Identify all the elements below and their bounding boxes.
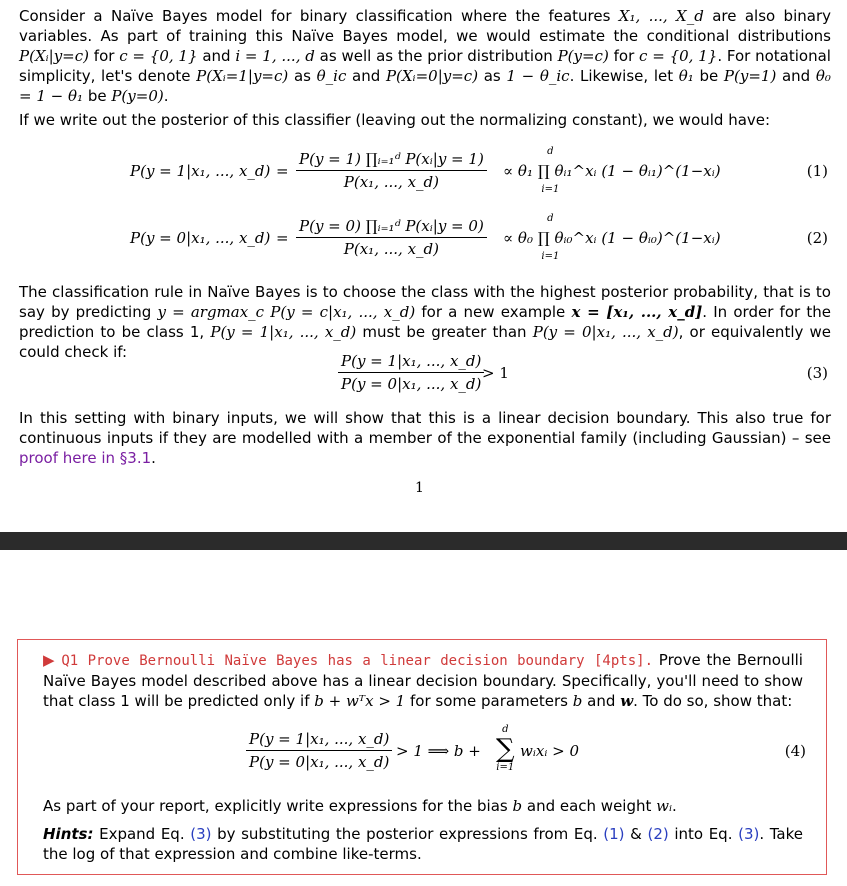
triangle-bullet-icon: ▶ xyxy=(43,651,56,669)
eq1-number: (1) xyxy=(806,162,828,180)
proof-link[interactable]: proof here in §3.1 xyxy=(19,449,152,467)
eq3-denominator: P(y = 0|x₁, ..., x_d) xyxy=(341,375,482,393)
eq1-denominator: P(x₁, ..., x_d) xyxy=(343,173,439,191)
eq2-number: (2) xyxy=(806,229,828,247)
eq2-numerator: P(y = 0) ∏ᵢ₌₁ᵈ P(xᵢ|y = 0) xyxy=(296,217,487,238)
eq4-sum: d ∑ i=1 xyxy=(496,724,515,773)
eq3-fraction xyxy=(338,352,484,393)
eq4-denominator: P(y = 0|x₁, ..., x_d) xyxy=(249,753,390,771)
eq1-rhs: ∝ θ₁ ∏ θᵢ₁^xᵢ (1 − θᵢ₁)^(1−xᵢ) xyxy=(503,162,721,180)
eq3-rhs: > 1 xyxy=(482,364,509,382)
intro-paragraph: Consider a Naïve Bayes model for binary classification where the features X₁, ..., X_d are also binary variables. As part of training this Naïve Bayes model, we would estimate the conditional distributions P(Xᵢ|y=c) for c = {0, 1} and i = 1, ..., d as well as the prior distribution P(y=c) for c = {0, 1}. For notational simplicity, let's denote P(Xᵢ=1|y=c) as θ_ic and P(Xᵢ=0|y=c) as 1 − θ_ic. Likewise, let θ₁ be P(y=1) and θ₀ = 1 − θ₁ be P(y=0). xyxy=(19,7,831,105)
eq1-lhs: P(y = 1|x₁, ..., x_d) xyxy=(130,162,271,180)
eq1-equals: = xyxy=(276,162,289,180)
q1-statement: ▶ Q1 Prove Bernoulli Naïve Bayes has a linear decision boundary [4pts]. Prove the Bernoulli Naïve Bayes model described above has a linear decision boundary. Specifically, you'll need to show that class 1 will be predicted only if b + wᵀx > 1 for some parameters b and w. To do so, show that: xyxy=(43,651,803,710)
eq1-product-limits: d i=1 xyxy=(541,146,560,195)
eq4-number: (4) xyxy=(784,742,806,760)
q1-heading: Q1 Prove Bernoulli Naïve Bayes has a linear decision boundary [4pts]. xyxy=(61,653,653,669)
classification-rule-paragraph: The classification rule in Naïve Bayes is to choose the class with the highest posterior probability, that is to say by predicting y = argmax_c P(y = c|x₁, ..., x_d) for a new example x = [x₁, ..., x_d]. In order for the prediction to be class 1, P(y = 1|x₁, ..., x_d) must be greater than P(y = 0|x₁, ..., x_d), or equivalently we could check if: xyxy=(19,283,832,361)
eq3-number: (3) xyxy=(806,364,828,382)
eq3-numerator: P(y = 1|x₁, ..., x_d) xyxy=(338,352,484,373)
eq2-product-limits: d i=1 xyxy=(541,213,560,262)
q1-hints: Hints: Expand Eq. (3) by substituting the posterior expressions from Eq. (1) & (2) into Eq. (3). Take the log of that expression and combine like-terms. xyxy=(43,825,803,863)
eq2-denominator: P(x₁, ..., x_d) xyxy=(343,240,439,258)
eq2-lhs: P(y = 0|x₁, ..., x_d) xyxy=(130,229,271,247)
posterior-sentence: If we write out the posterior of this classifier (leaving out the normalizing constant), we would have: xyxy=(19,111,771,129)
eq2-rhs: ∝ θ₀ ∏ θᵢ₀^xᵢ (1 − θᵢ₀)^(1−xᵢ) xyxy=(503,229,721,247)
eq1-fraction xyxy=(296,150,487,191)
question-1-box xyxy=(17,639,827,875)
page-number: 1 xyxy=(415,480,424,496)
eq2-equals: = xyxy=(276,229,289,247)
q1-report-instruction: As part of your report, explicitly write expressions for the bias b and each weight wᵢ. xyxy=(43,797,677,815)
page-2 xyxy=(0,550,847,886)
eq2-fraction xyxy=(296,217,487,258)
eq4-implication: > 1 ⟹ b + xyxy=(396,742,481,760)
eq4-fraction xyxy=(246,730,392,771)
eq4-rhs: wᵢxᵢ > 0 xyxy=(520,742,579,760)
eq4-numerator: P(y = 1|x₁, ..., x_d) xyxy=(246,730,392,751)
page-divider xyxy=(0,532,847,550)
eq1-numerator: P(y = 1) ∏ᵢ₌₁ᵈ P(xᵢ|y = 1) xyxy=(296,150,487,171)
linear-boundary-paragraph: In this setting with binary inputs, we will show that this is a linear decision boundary. This also true for continuous inputs if they are modelled with a member of the exponential family (including Gaussian) – see proof here in §3.1. xyxy=(19,409,831,467)
